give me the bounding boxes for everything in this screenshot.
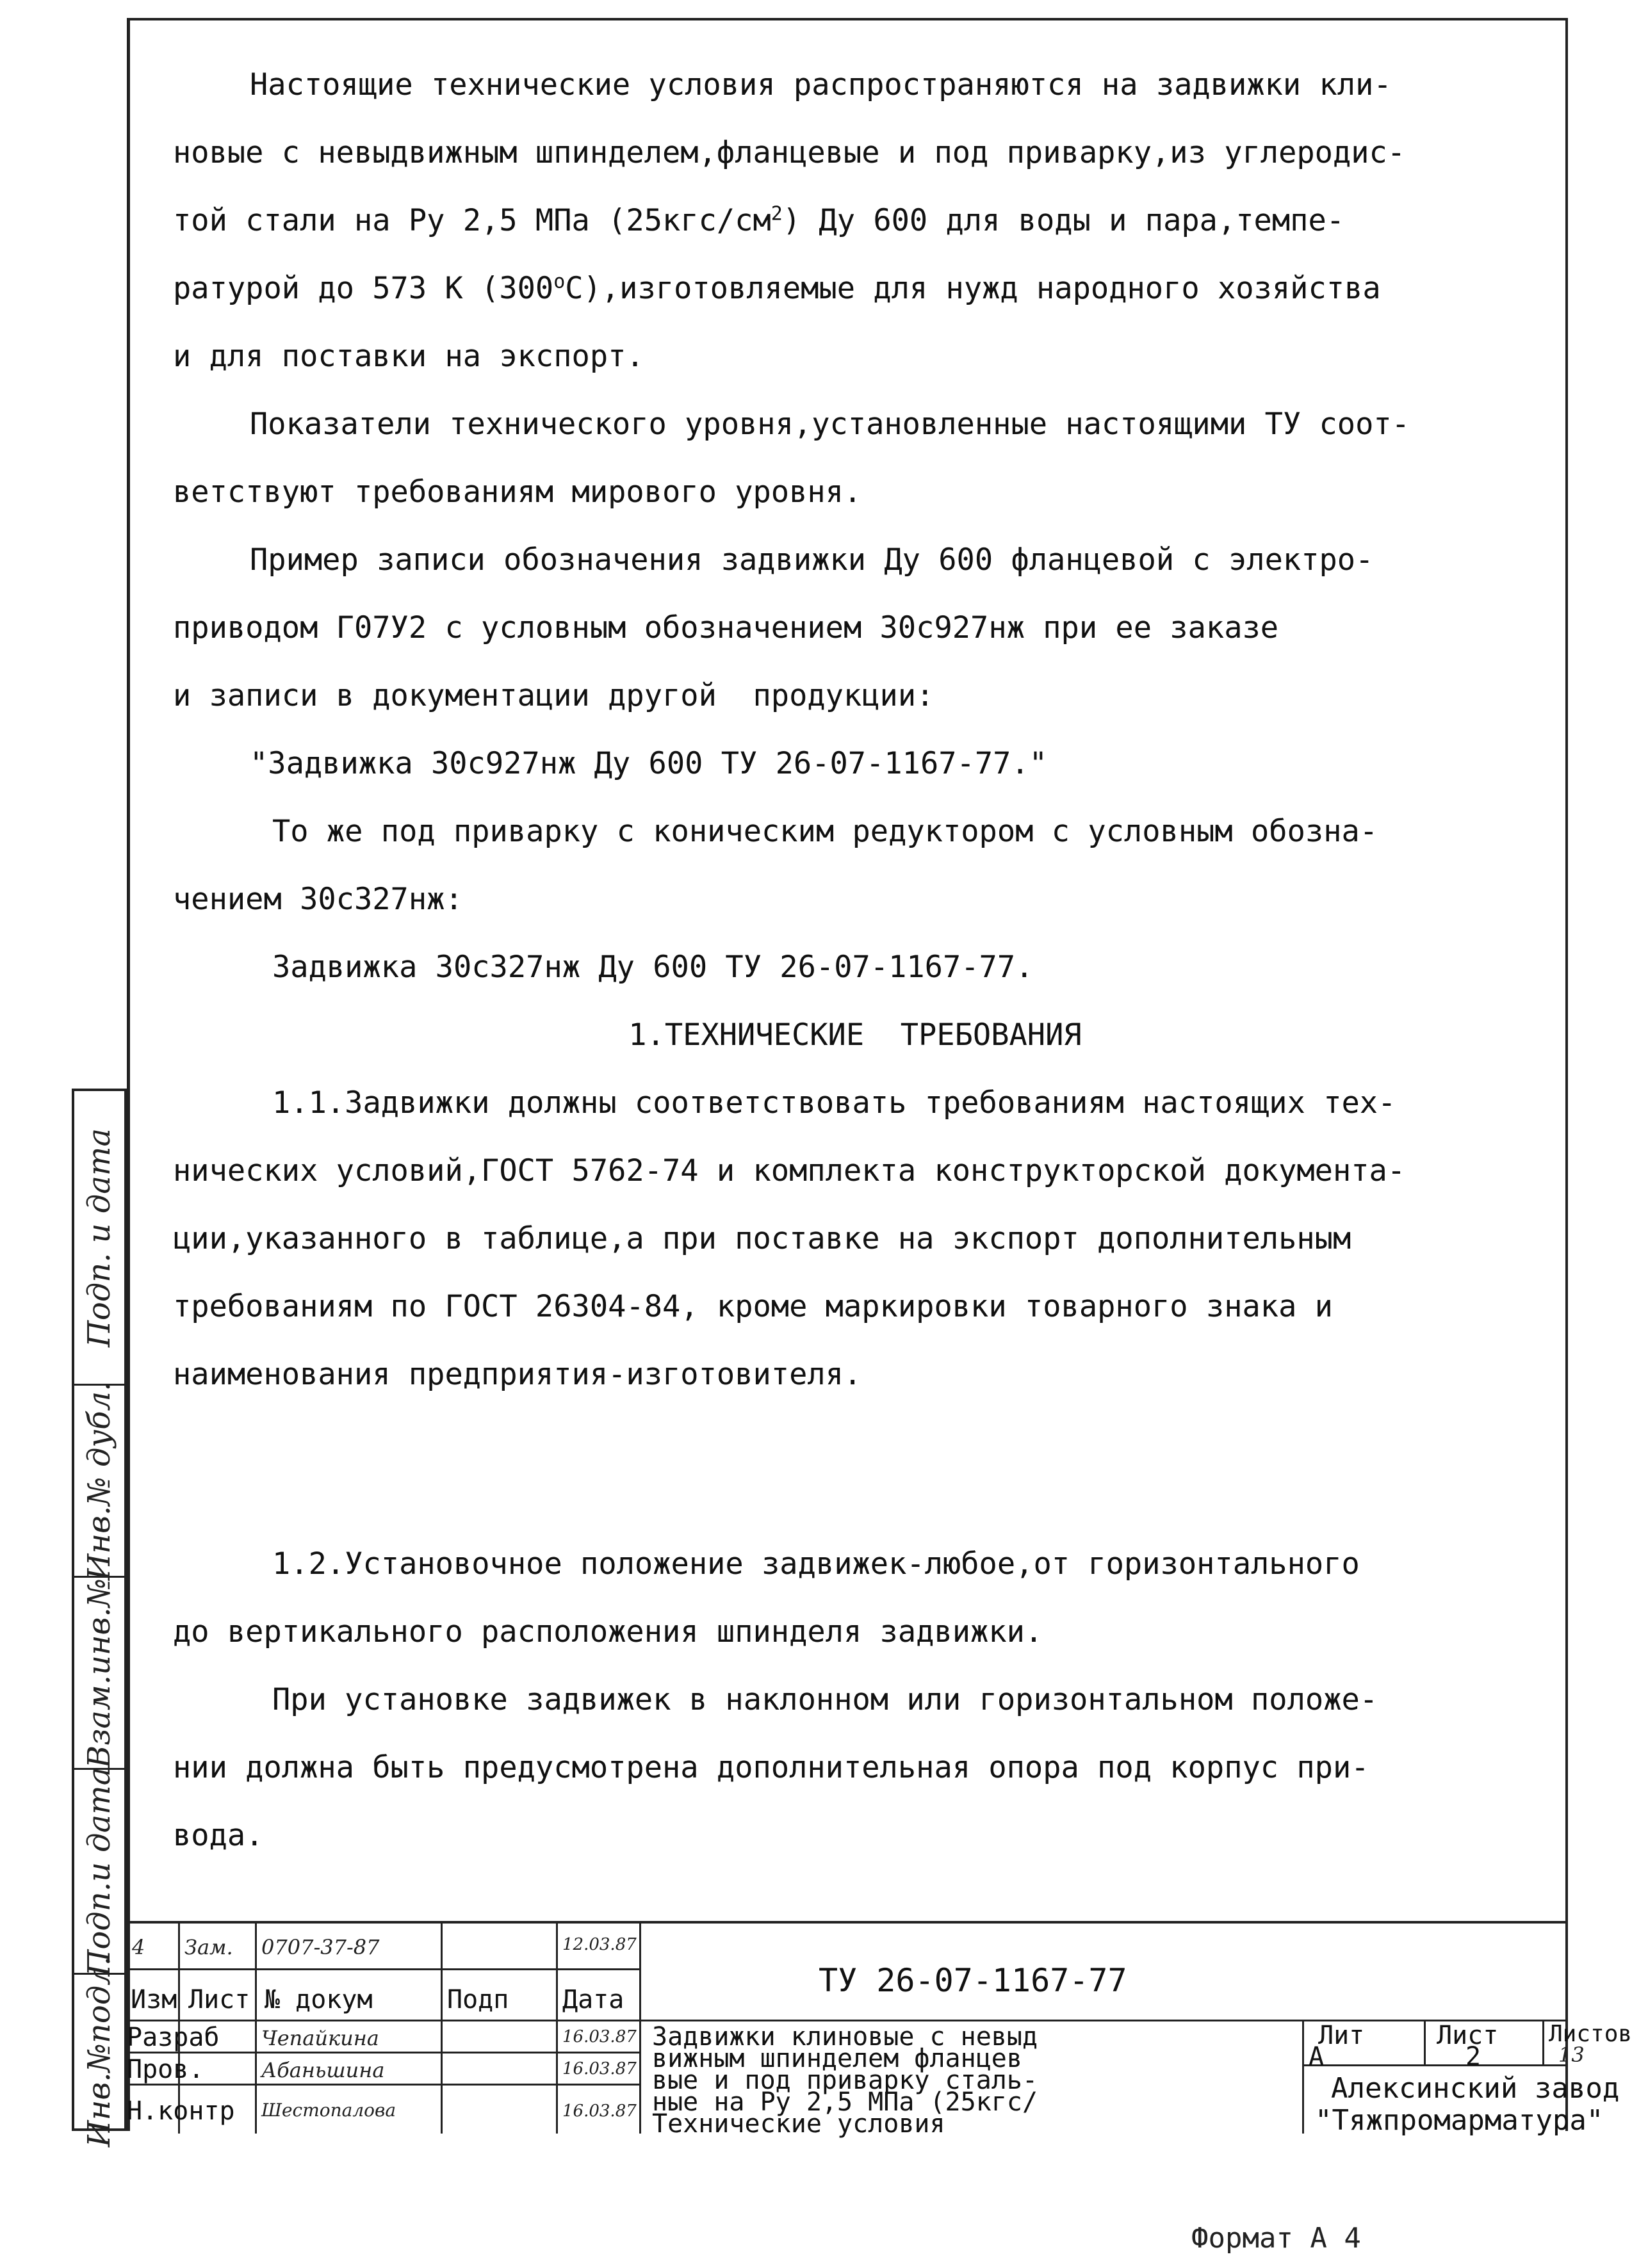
paragraph-line: При установке задвижек в наклонном или горизонтальном положе- bbox=[272, 1682, 1378, 1717]
header-date: Дата bbox=[562, 1985, 624, 2014]
role-norm-control: Н.контр bbox=[127, 2096, 235, 2126]
side-cell bbox=[74, 1381, 124, 1580]
checker-name: Абаньшина bbox=[261, 2058, 385, 2082]
line-text: той стали на Ру 2,5 МПа (25кгс/см bbox=[173, 203, 771, 238]
title-line: вижным шпинделем фланцев bbox=[652, 2044, 1022, 2073]
change-doc-number: 0707-37-87 bbox=[261, 1935, 380, 1959]
lit-label: Лит bbox=[1318, 2021, 1365, 2050]
checker-date: 16.03.87 bbox=[562, 2059, 637, 2078]
side-label: Инв.№подл. bbox=[81, 1956, 117, 2148]
superscript: о bbox=[553, 270, 566, 293]
grid-line bbox=[255, 1924, 257, 2134]
paragraph-line: Задвижка 30с327нж Ду 600 ТУ 26-07-1167-77. bbox=[272, 950, 1034, 985]
paragraph-line: Показатели технического уровня,установленные настоящими ТУ соот- bbox=[250, 407, 1410, 442]
title-line: ные на Ру 2,5 МПа (25кгс/ bbox=[652, 2087, 1038, 2117]
sheets-label: Листов bbox=[1549, 2021, 1632, 2047]
paragraph-line: и для поставки на экспорт. bbox=[173, 339, 644, 374]
side-cell bbox=[74, 1767, 124, 1976]
header-sign: Подп bbox=[447, 1985, 509, 2014]
header-doc: № докум bbox=[265, 1985, 373, 2014]
spacer bbox=[173, 1409, 1537, 1530]
developer-date: 16.03.87 bbox=[562, 2027, 637, 2046]
change-type: Зам. bbox=[184, 1935, 233, 1959]
paragraph-line: 1.2.Установочное положение задвижек-любое,от горизонтального bbox=[272, 1546, 1360, 1582]
header-izm: Изм bbox=[131, 1985, 177, 2014]
paragraph-line bbox=[173, 255, 1537, 323]
organization-name-line2: "Тяжпромарматура" bbox=[1315, 2104, 1604, 2137]
sheet-label: Лист bbox=[1437, 2021, 1499, 2050]
grid-line bbox=[441, 1924, 443, 2134]
organization-name: Алексинский завод bbox=[1331, 2072, 1620, 2105]
paragraph-line: То же под приварку с коническим редуктором с условным обозна- bbox=[272, 814, 1378, 849]
side-label: Подп.и дата bbox=[81, 1767, 117, 1976]
title-line: Технические условия bbox=[652, 2109, 945, 2139]
paragraph-line: 1.1.Задвижки должны соответствовать требованиям настоящих тех- bbox=[272, 1085, 1396, 1121]
document-body bbox=[173, 51, 1537, 1870]
header-list: Лист bbox=[188, 1985, 250, 2014]
paragraph-line: ветствуют требованиям мирового уровня. bbox=[173, 474, 862, 510]
role-developer: Разраб bbox=[127, 2023, 220, 2052]
title-line: Задвижки клиновые с невыд bbox=[652, 2022, 1038, 2052]
side-label: Взам.инв.№ bbox=[81, 1578, 117, 1768]
grid-line bbox=[1542, 2020, 1544, 2064]
paragraph-line: и записи в документации другой продукции: bbox=[173, 678, 934, 713]
paragraph-line: приводом Г07У2 с условным обозначением 30с927нж при ее заказе bbox=[173, 610, 1279, 645]
role-checker: Пров. bbox=[127, 2055, 204, 2084]
grid-line bbox=[127, 1968, 639, 1970]
line-text: ) Ду 600 для воды и пара,темпе- bbox=[782, 203, 1345, 238]
side-cell bbox=[74, 1578, 124, 1770]
paragraph-line: наименования предприятия-изготовителя. bbox=[173, 1357, 862, 1392]
change-date: 12.03.87 bbox=[562, 1935, 637, 1954]
grid-line bbox=[1424, 2020, 1426, 2064]
paragraph-line: ции,указанного в таблице,а при поставке на экспорт дополнительным bbox=[173, 1221, 1351, 1256]
document-title bbox=[652, 2022, 1299, 2139]
sheet-value: 2 bbox=[1465, 2042, 1481, 2071]
change-number: 4 bbox=[132, 1935, 145, 1959]
paragraph-line: чением 30с327нж: bbox=[173, 882, 463, 917]
title-block bbox=[127, 1921, 1632, 2139]
sheets-value: 13 bbox=[1558, 2043, 1585, 2067]
norm-control-date: 16.03.87 bbox=[562, 2102, 637, 2121]
line-text: ратурой до 573 К (300 bbox=[173, 271, 554, 306]
grid-line bbox=[1302, 2020, 1304, 2134]
paragraph-line bbox=[173, 187, 1537, 255]
paragraph-line: нии должна быть предусмотрена дополнительная опора под корпус при- bbox=[173, 1750, 1369, 1785]
title-line: вые и под приварку сталь- bbox=[652, 2066, 1038, 2095]
paragraph-line: вода. bbox=[173, 1818, 264, 1853]
norm-control-name: Шестопалова bbox=[261, 2100, 396, 2121]
grid-line bbox=[1302, 2064, 1568, 2066]
side-cell bbox=[74, 1091, 124, 1386]
paragraph-line: до вертикального расположения шпинделя задвижки. bbox=[173, 1614, 1043, 1649]
paragraph-line: Пример записи обозначения задвижки Ду 600 фланцевой с электро- bbox=[250, 542, 1374, 578]
side-cell bbox=[74, 1956, 124, 2148]
paragraph-line: нических условий,ГОСТ 5762-74 и комплекта конструкторской документа- bbox=[173, 1153, 1406, 1188]
side-label: Подп. и дата bbox=[81, 1128, 117, 1347]
paragraph-line: "Задвижка 30с927нж Ду 600 ТУ 26-07-1167-77." bbox=[250, 746, 1048, 781]
grid-line bbox=[556, 1924, 558, 2134]
paragraph-line: новые с невыдвижным шпинделем,фланцевые и под приварку,из углеродис- bbox=[173, 135, 1406, 170]
paper-format: Формат А 4 bbox=[1191, 2222, 1361, 2255]
side-label: Инв.№ дубл. bbox=[81, 1381, 117, 1580]
line-text: С),изготовляемые для нужд народного хозяйства bbox=[565, 271, 1381, 306]
superscript: 2 bbox=[771, 202, 783, 225]
developer-name: Чепайкина bbox=[261, 2026, 379, 2050]
paragraph-line: Настоящие технические условия распространяются на задвижки кли- bbox=[250, 67, 1392, 102]
document-designation: ТУ 26-07-1167-77 bbox=[819, 1962, 1127, 1999]
grid-line bbox=[639, 1924, 641, 2134]
section-heading: 1.ТЕХНИЧЕСКИЕ ТРЕБОВАНИЯ bbox=[628, 1017, 1082, 1053]
side-stamp-strip bbox=[72, 1089, 127, 2148]
lit-value: А bbox=[1309, 2042, 1325, 2071]
paragraph-line: требованиям по ГОСТ 26304-84, кроме маркировки товарного знака и bbox=[173, 1289, 1333, 1324]
